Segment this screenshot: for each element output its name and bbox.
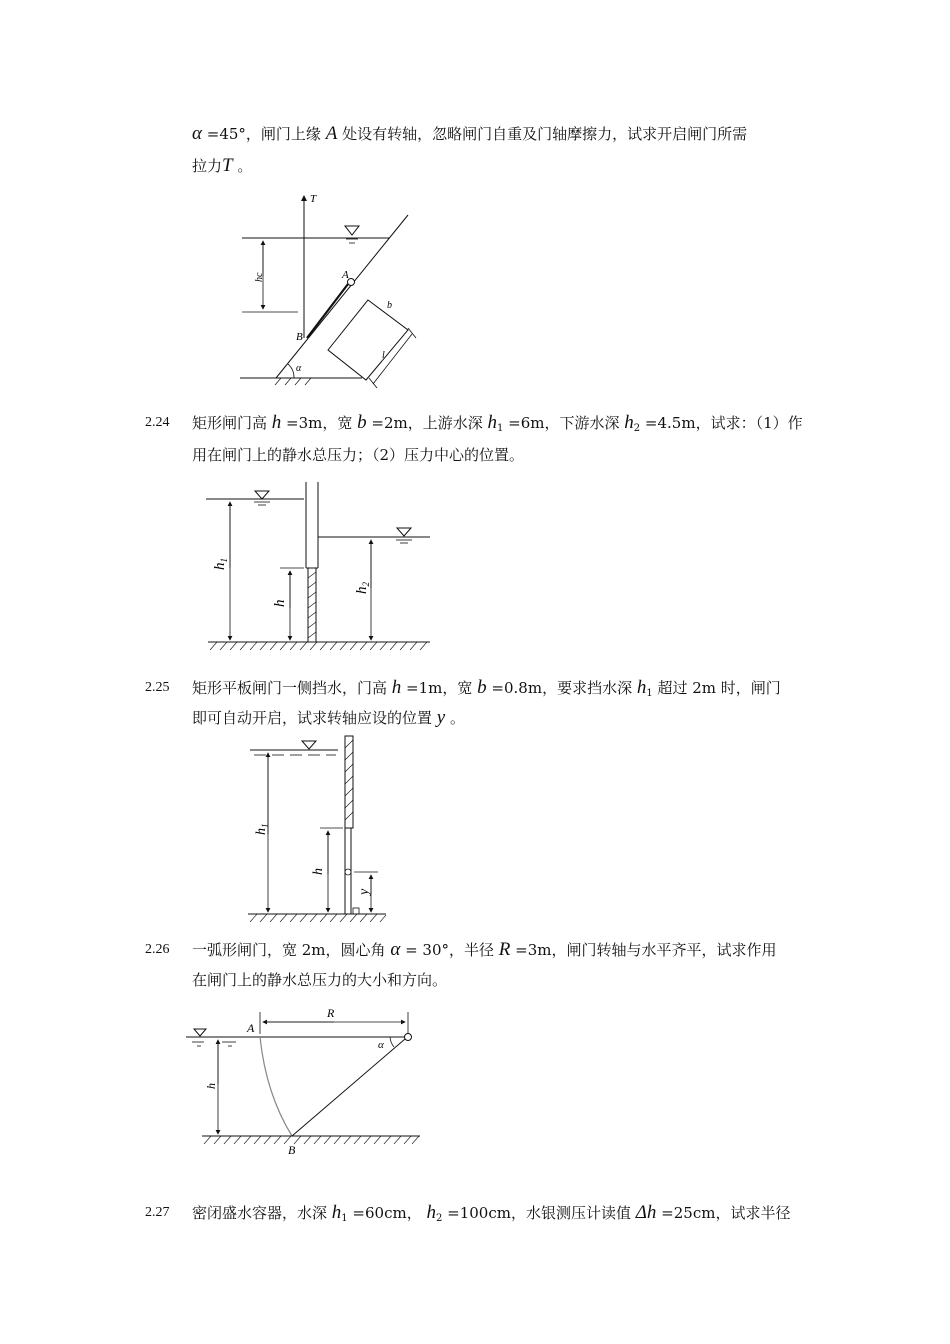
figure-2-26-radial-gate	[184, 1004, 444, 1164]
problem-2-23-line-2	[192, 156, 252, 176]
water-level-symbol	[255, 491, 269, 499]
label-b: B	[296, 331, 303, 343]
text-segment: 密闭盛水容器，水深	[192, 1204, 332, 1222]
label-t: T	[310, 193, 317, 205]
text-segment: =0.8m，要求挡水深	[486, 679, 637, 697]
label-y: y	[357, 888, 372, 895]
label-h: h	[204, 1083, 218, 1089]
pivot-axis	[345, 869, 351, 875]
problem-2-27-number: 2.27	[145, 1205, 170, 1220]
label-b: B	[288, 1143, 296, 1157]
problem-2-25-line-2	[192, 708, 465, 728]
problem-2-24-line-1	[192, 413, 803, 439]
water-level-symbol	[302, 741, 316, 749]
text-segment: 处设有转轴，忽略闸门自重及门轴摩擦力，试求开启闸门所需	[337, 125, 748, 143]
label-l: l	[382, 350, 385, 361]
subscript: 2	[435, 1213, 443, 1224]
subscript: 2	[633, 423, 641, 434]
delta-h-symbol: Δh	[635, 1202, 657, 1223]
text-segment: =4.5m，试求：（1）作	[640, 414, 803, 432]
label-h2: $h_2$	[354, 582, 371, 594]
label-a: A	[342, 269, 349, 281]
h1-symbol: h	[331, 1202, 342, 1223]
label-hc: hc	[254, 272, 265, 282]
label-h: h	[272, 599, 288, 607]
text-segment: =25cm，试求半径	[656, 1204, 791, 1222]
problem-2-24-line-2: 用在闸门上的静水总压力；（2）压力中心的位置。	[192, 446, 525, 464]
gate-plan-view	[328, 300, 408, 380]
alpha-symbol: α	[192, 123, 202, 144]
water-level-symbol	[194, 1029, 206, 1036]
h1-symbol: h	[636, 677, 647, 698]
problem-2-26-number: 2.26	[145, 942, 170, 957]
alpha-symbol: α	[390, 939, 401, 960]
arc-gate	[260, 1037, 292, 1136]
problem-2-25-line-1	[192, 678, 781, 704]
subscript: 1	[341, 1213, 348, 1224]
text-segment: =1m，宽	[401, 679, 478, 697]
subscript: 1	[646, 688, 653, 699]
y-symbol: y	[436, 707, 446, 728]
problem-2-24-number: 2.24	[145, 415, 170, 430]
text-segment: 超过 2m 时，闸门	[652, 679, 781, 697]
figure-2-25-auto-gate	[240, 734, 400, 926]
subscript: 1	[497, 423, 504, 434]
point-a-symbol: A	[325, 123, 338, 144]
text-segment: 一弧形闸门，宽 2m，圆心角	[192, 941, 391, 959]
problem-2-23-line-1	[192, 124, 747, 144]
problem-2-26-line-2: 在闸门上的静水总压力的大小和方向。	[192, 971, 448, 989]
h2-symbol: h	[426, 1202, 436, 1223]
figure-2-24-sluice-gate	[200, 478, 440, 656]
text-segment: 拉力	[192, 157, 223, 175]
text-segment: 即可自动开启，试求转轴应设的位置	[192, 709, 437, 727]
problem-2-26-line-1	[192, 940, 776, 960]
text-segment: =100cm，水银测压计读值	[442, 1204, 636, 1222]
text-segment: =60cm，	[347, 1204, 427, 1222]
text-segment: =6m，下游水深	[503, 414, 625, 432]
text-segment: 矩形闸门高	[192, 414, 272, 432]
r-symbol: R	[498, 939, 511, 960]
text-segment: =3m，宽	[281, 414, 358, 432]
water-level-symbol	[345, 226, 359, 235]
h-symbol: h	[391, 677, 402, 698]
text-segment: 。	[445, 709, 465, 727]
hinge	[405, 1034, 412, 1041]
label-alpha: α	[378, 1039, 384, 1051]
b-symbol: b	[357, 412, 367, 433]
h-symbol: h	[271, 412, 282, 433]
label-r: R	[327, 1006, 335, 1020]
h1-symbol: h	[487, 412, 498, 433]
figure-2-23-inclined-gate	[230, 188, 430, 393]
label-h: h	[311, 868, 326, 875]
text-segment: = 30°，半径	[400, 941, 499, 959]
label-h1: $h_1$	[212, 558, 229, 570]
tension-symbol: T	[222, 155, 233, 176]
text-segment: =45°，闸门上缘	[201, 125, 326, 143]
b-symbol: b	[477, 677, 487, 698]
label-alpha: α	[296, 363, 302, 374]
label-b-width: b	[387, 300, 392, 311]
text-segment: 矩形平板闸门一侧挡水，门高	[192, 679, 392, 697]
h2-symbol: h	[624, 412, 634, 433]
text-segment: =3m，闸门转轴与水平齐平，试求作用	[510, 941, 777, 959]
text-segment: 。	[232, 157, 253, 175]
problem-2-25-number: 2.25	[145, 680, 170, 695]
label-a: A	[247, 1021, 255, 1035]
problem-2-27-line-1	[192, 1203, 790, 1229]
label-h1: $h_1$	[254, 823, 270, 835]
text-segment: =2m，上游水深	[366, 414, 488, 432]
